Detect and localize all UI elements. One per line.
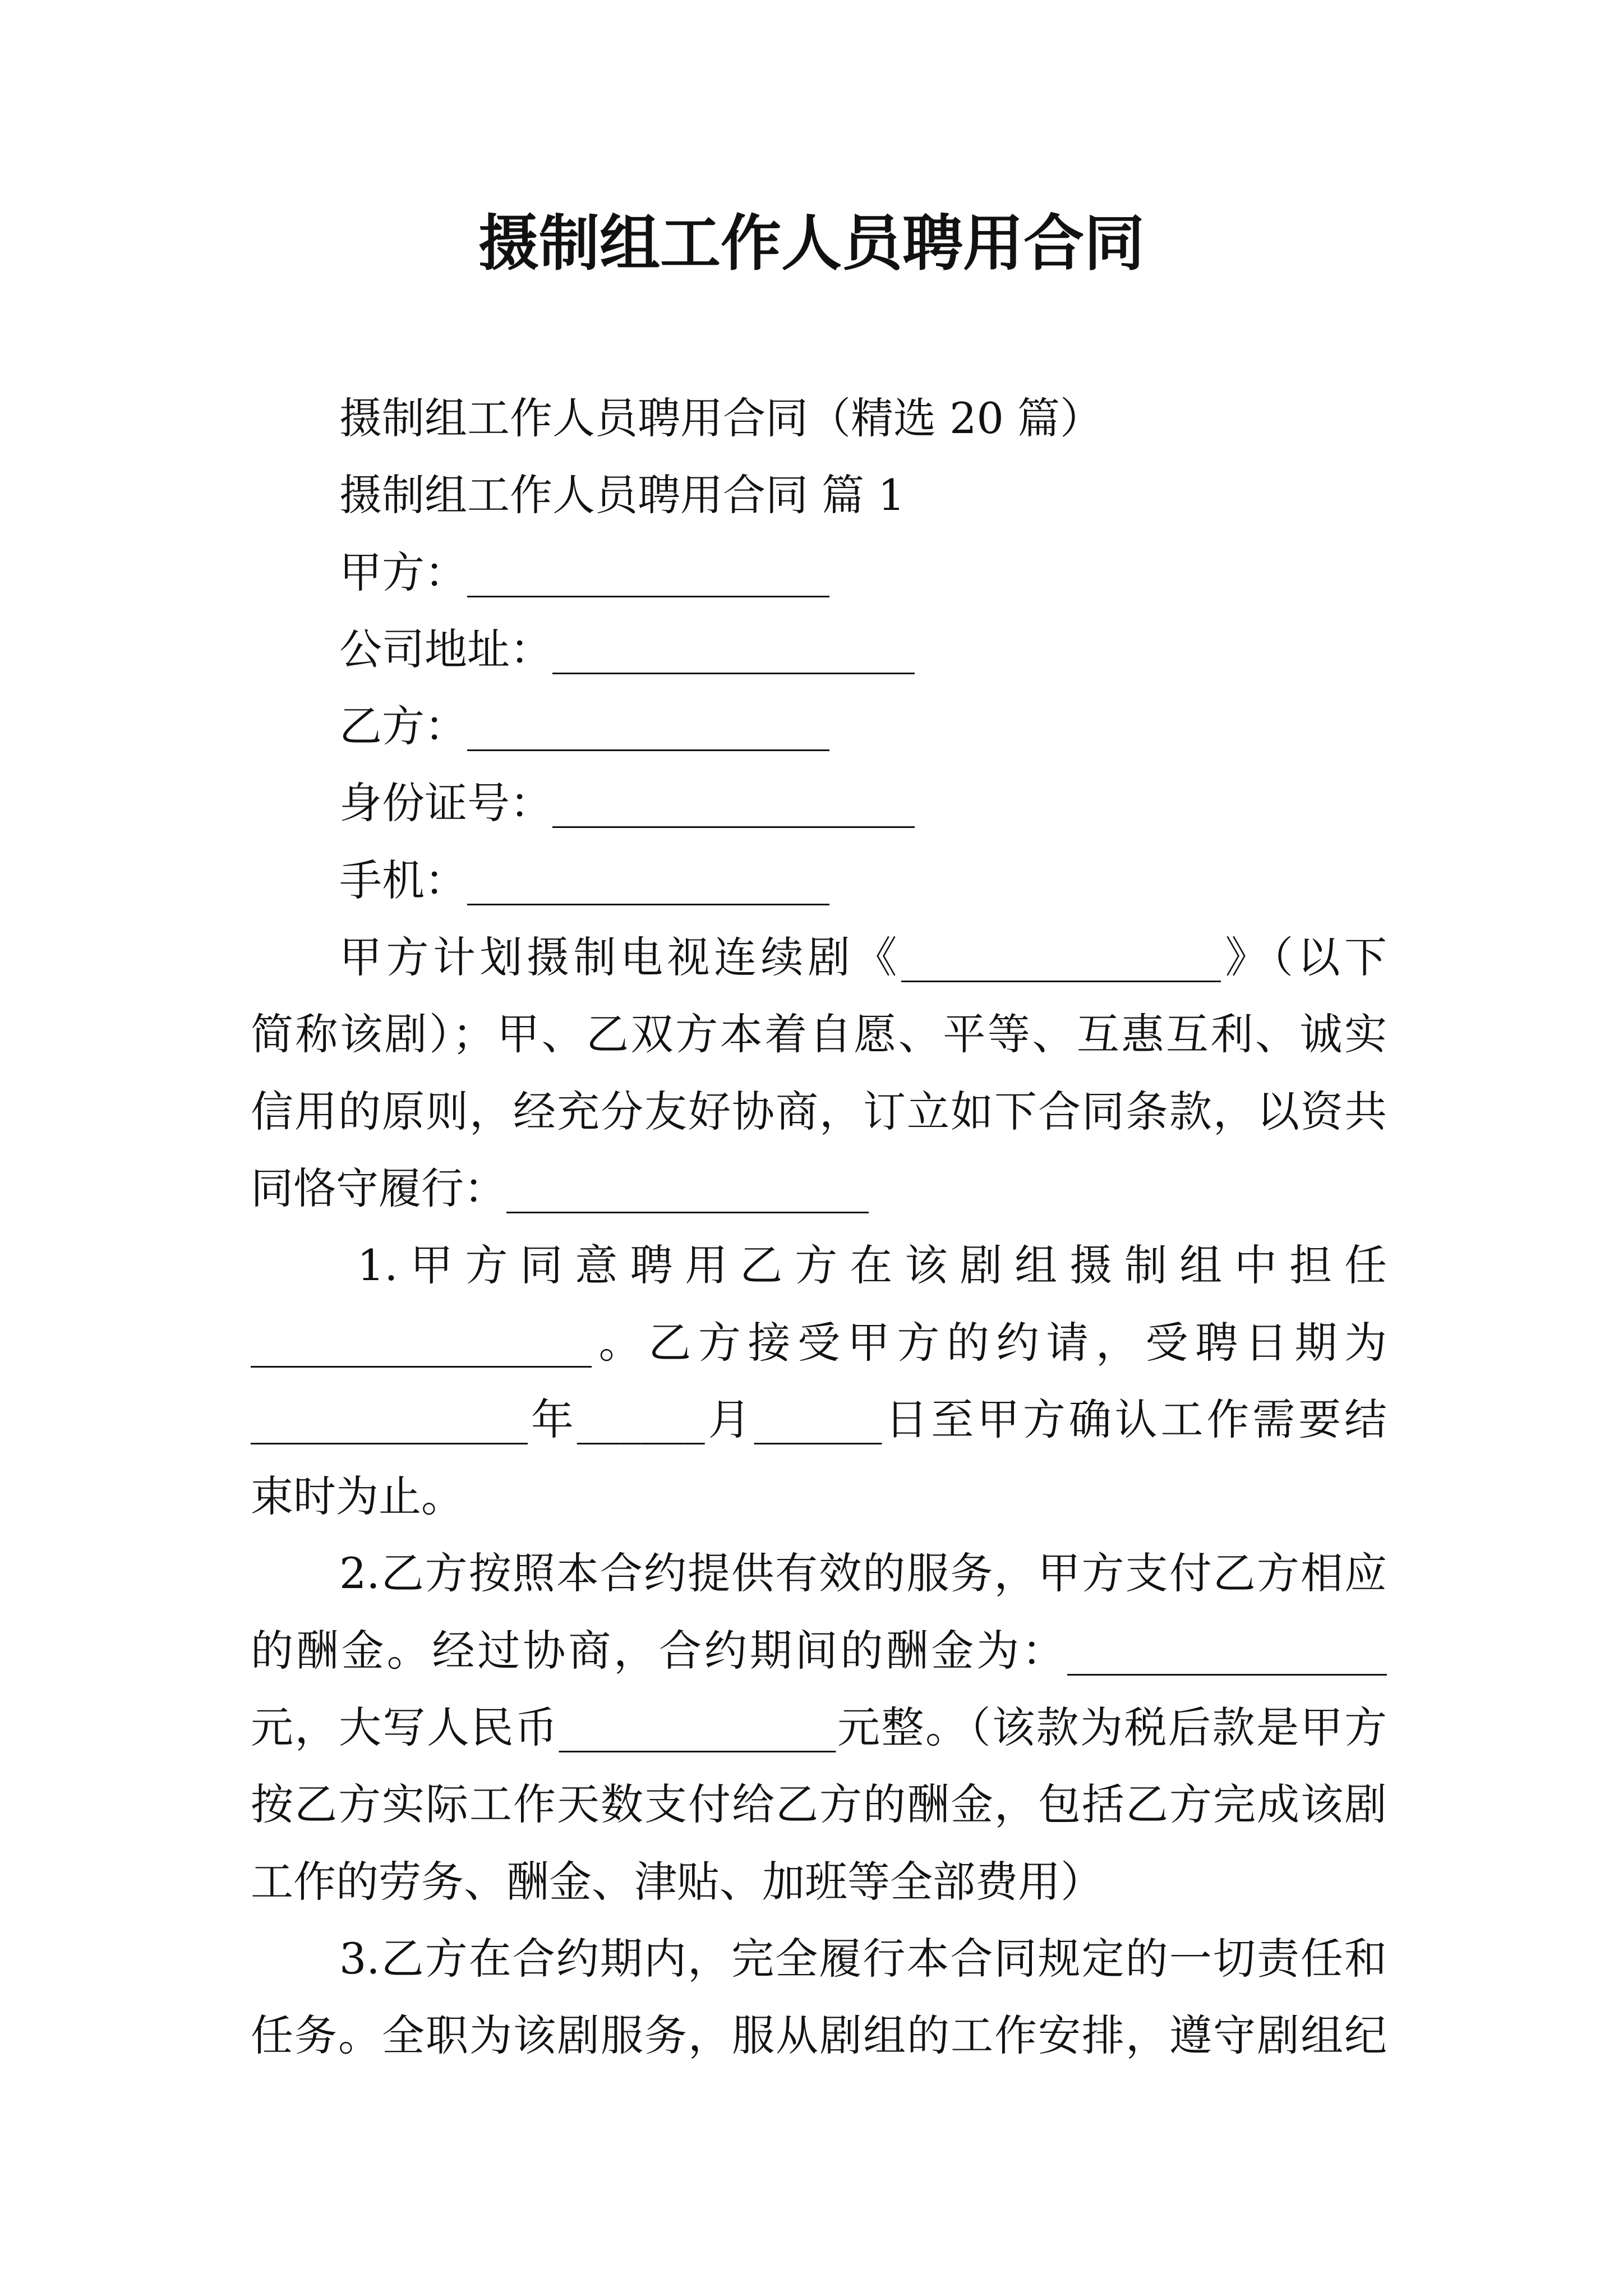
preamble-line: 信用的原则，经充分友好协商，订立如下合同条款，以资共	[251, 1086, 1387, 1137]
field-id-number: 身份证号：_________________	[339, 778, 915, 829]
preamble-line: 同恪守履行：_________________	[251, 1163, 869, 1213]
section-heading: 摄制组工作人员聘用合同 篇 1	[339, 470, 905, 521]
field-company-address: 公司地址：_________________	[339, 624, 915, 674]
clause-1-line: 1.甲方同意聘用乙方在该剧组摄制组中担任	[357, 1240, 1387, 1291]
field-mobile: 手机：_________________	[339, 855, 829, 905]
document-title: 摄制组工作人员聘用合同	[478, 208, 1145, 279]
clause-1-line: 束时为止。	[251, 1471, 464, 1522]
clause-2-line: 2.乙方按照本合约提供有效的服务，甲方支付乙方相应	[339, 1548, 1387, 1599]
preamble-line: 简称该剧）；甲、乙双方本着自愿、平等、互惠互利、诚实	[251, 1009, 1387, 1060]
clause-2-line: 元，大写人民币_____________元整。（该款为税后款是甲方	[251, 1703, 1387, 1753]
clause-2-line: 工作的劳务、酬金、津贴、加班等全部费用）	[251, 1856, 1103, 1907]
clause-1-line: ________________。乙方接受甲方的约请，受聘日期为	[251, 1317, 1387, 1368]
document-body	[251, 380, 1387, 2074]
collection-heading: 摄制组工作人员聘用合同（精选 20 篇）	[339, 393, 1103, 443]
field-party-a: 甲方：_________________	[339, 547, 829, 597]
clause-2-line: 按乙方实际工作天数支付给乙方的酬金，包括乙方完成该剧	[251, 1779, 1387, 1830]
clause-3-line: 3.乙方在合约期内，完全履行本合同规定的一切责任和	[339, 1933, 1387, 1984]
clause-3-line: 任务。全职为该剧服务，服从剧组的工作安排，遵守剧组纪	[251, 2010, 1387, 2061]
preamble-line: 甲方计划摄制电视连续剧《_______________》（以下	[339, 932, 1387, 983]
clause-1-line: _____________年______月______日至甲方确认工作需要结	[251, 1394, 1387, 1444]
clause-2-line: 的酬金。经过协商，合约期间的酬金为：_______________	[251, 1625, 1387, 1676]
field-party-b: 乙方：_________________	[339, 701, 829, 752]
